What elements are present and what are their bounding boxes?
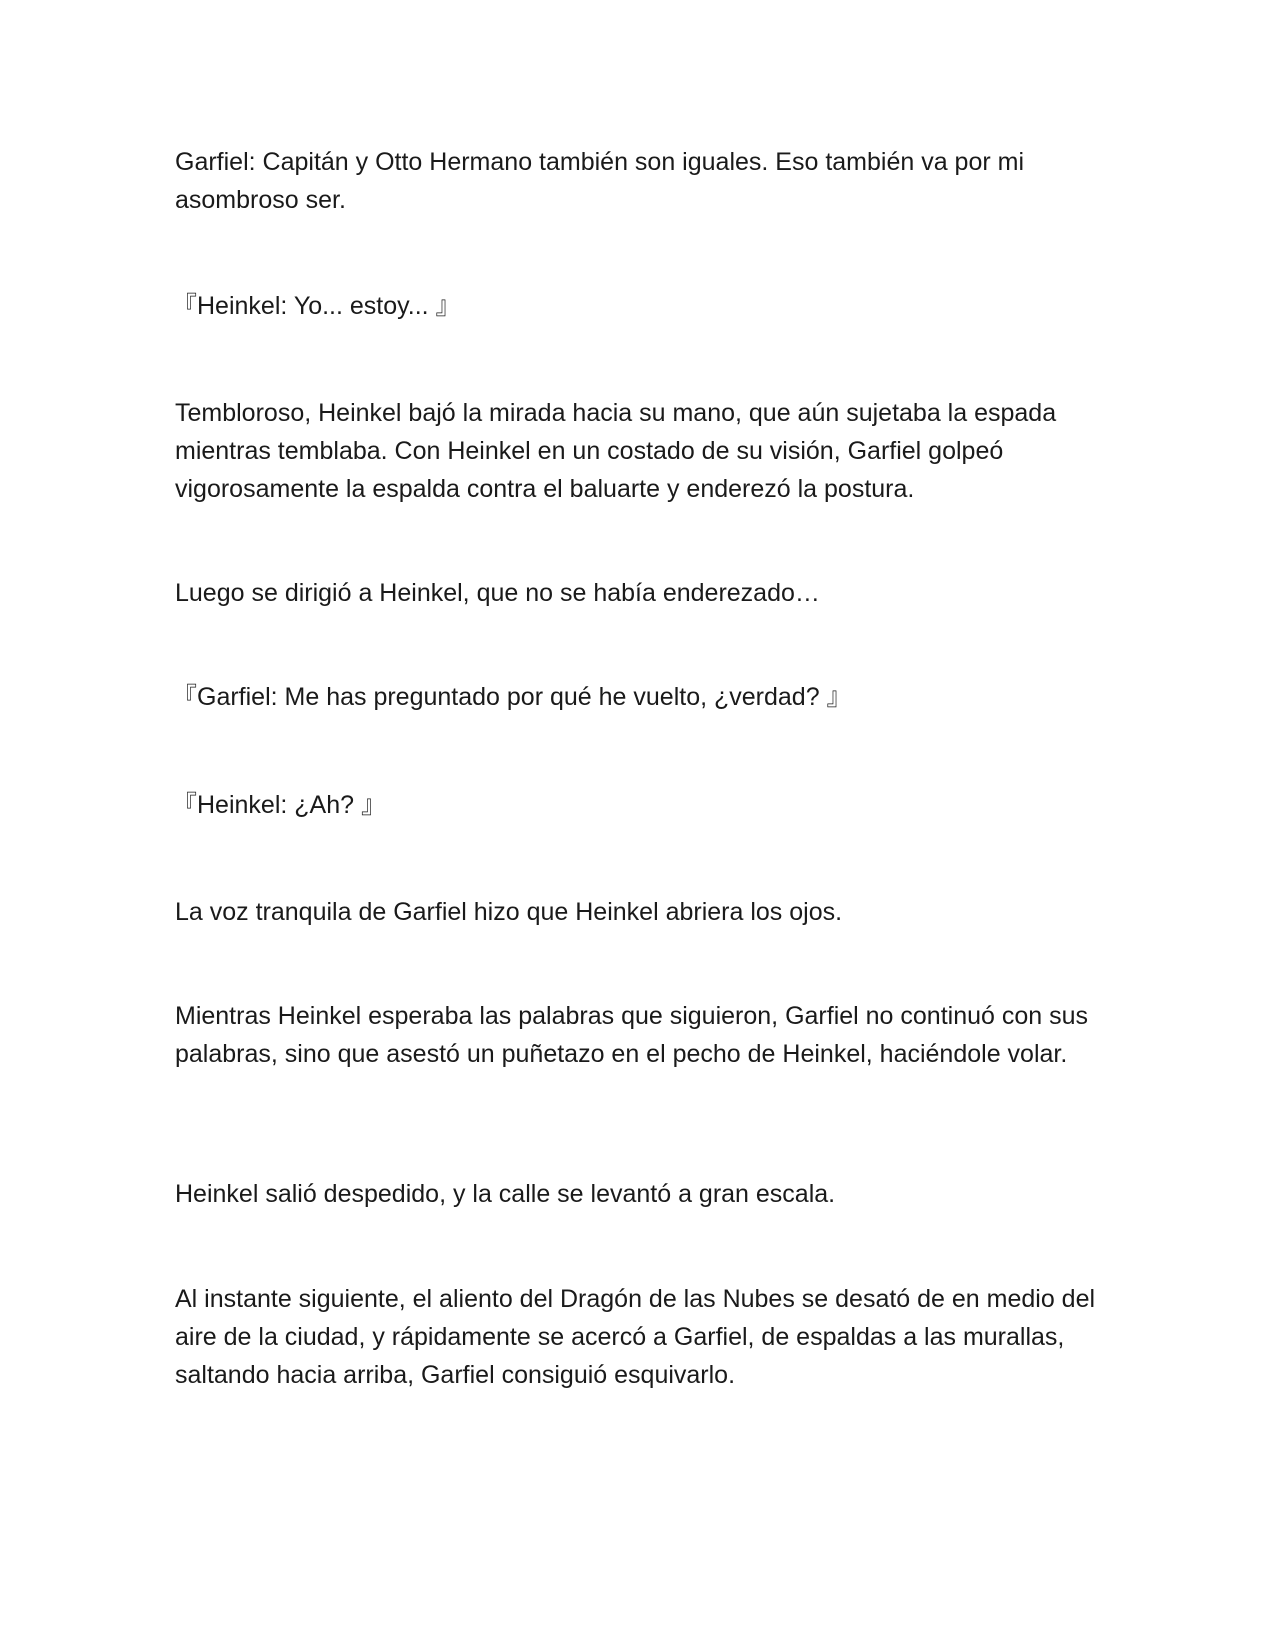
dialogue-heinkel-estoy: 『Heinkel: Yo... estoy... 』 — [172, 292, 461, 320]
dialogue-garfiel-question: 『Garfiel: Me has preguntado por qué he vuelto, ¿verdad? 』 — [172, 683, 852, 711]
paragraph-garfiel-statement: Garfiel: Capitán y Otto Hermano también son iguales. Eso también va por mi asombroso ser. — [175, 148, 1025, 214]
paragraph-luego: Luego se dirigió a Heinkel, que no se había enderezado… — [175, 579, 820, 607]
paragraph-voz-tranquila: La voz tranquila de Garfiel hizo que Heinkel abriera los ojos. — [175, 898, 843, 926]
paragraph-heinkel-trembling: Tembloroso, Heinkel bajó la mirada hacia su mano, que aún sujetaba la espada mientras temblaba. Con Heinkel en un costado de su visión, Garfiel golpeó vigorosamente la espalda contra el baluarte y enderezó la postura. — [175, 399, 1057, 503]
paragraph-punetazo: Mientras Heinkel esperaba las palabras que siguieron, Garfiel no continuó con sus palabras, sino que asestó un puñetazo en el pecho de Heinkel, haciéndole volar. — [175, 1002, 1089, 1068]
dialogue-heinkel-ah: 『Heinkel: ¿Ah? 』 — [172, 791, 386, 819]
paragraph-aliento-dragon: Al instante siguiente, el aliento del Dragón de las Nubes se desató de en medio del aire de la ciudad, y rápidamente se acercó a Garfiel, de espaldas a las murallas, saltando hacia arriba, Garfiel consiguió esquivarlo. — [175, 1285, 1096, 1389]
paragraph-heinkel-despedido: Heinkel salió despedido, y la calle se levantó a gran escala. — [175, 1180, 836, 1208]
